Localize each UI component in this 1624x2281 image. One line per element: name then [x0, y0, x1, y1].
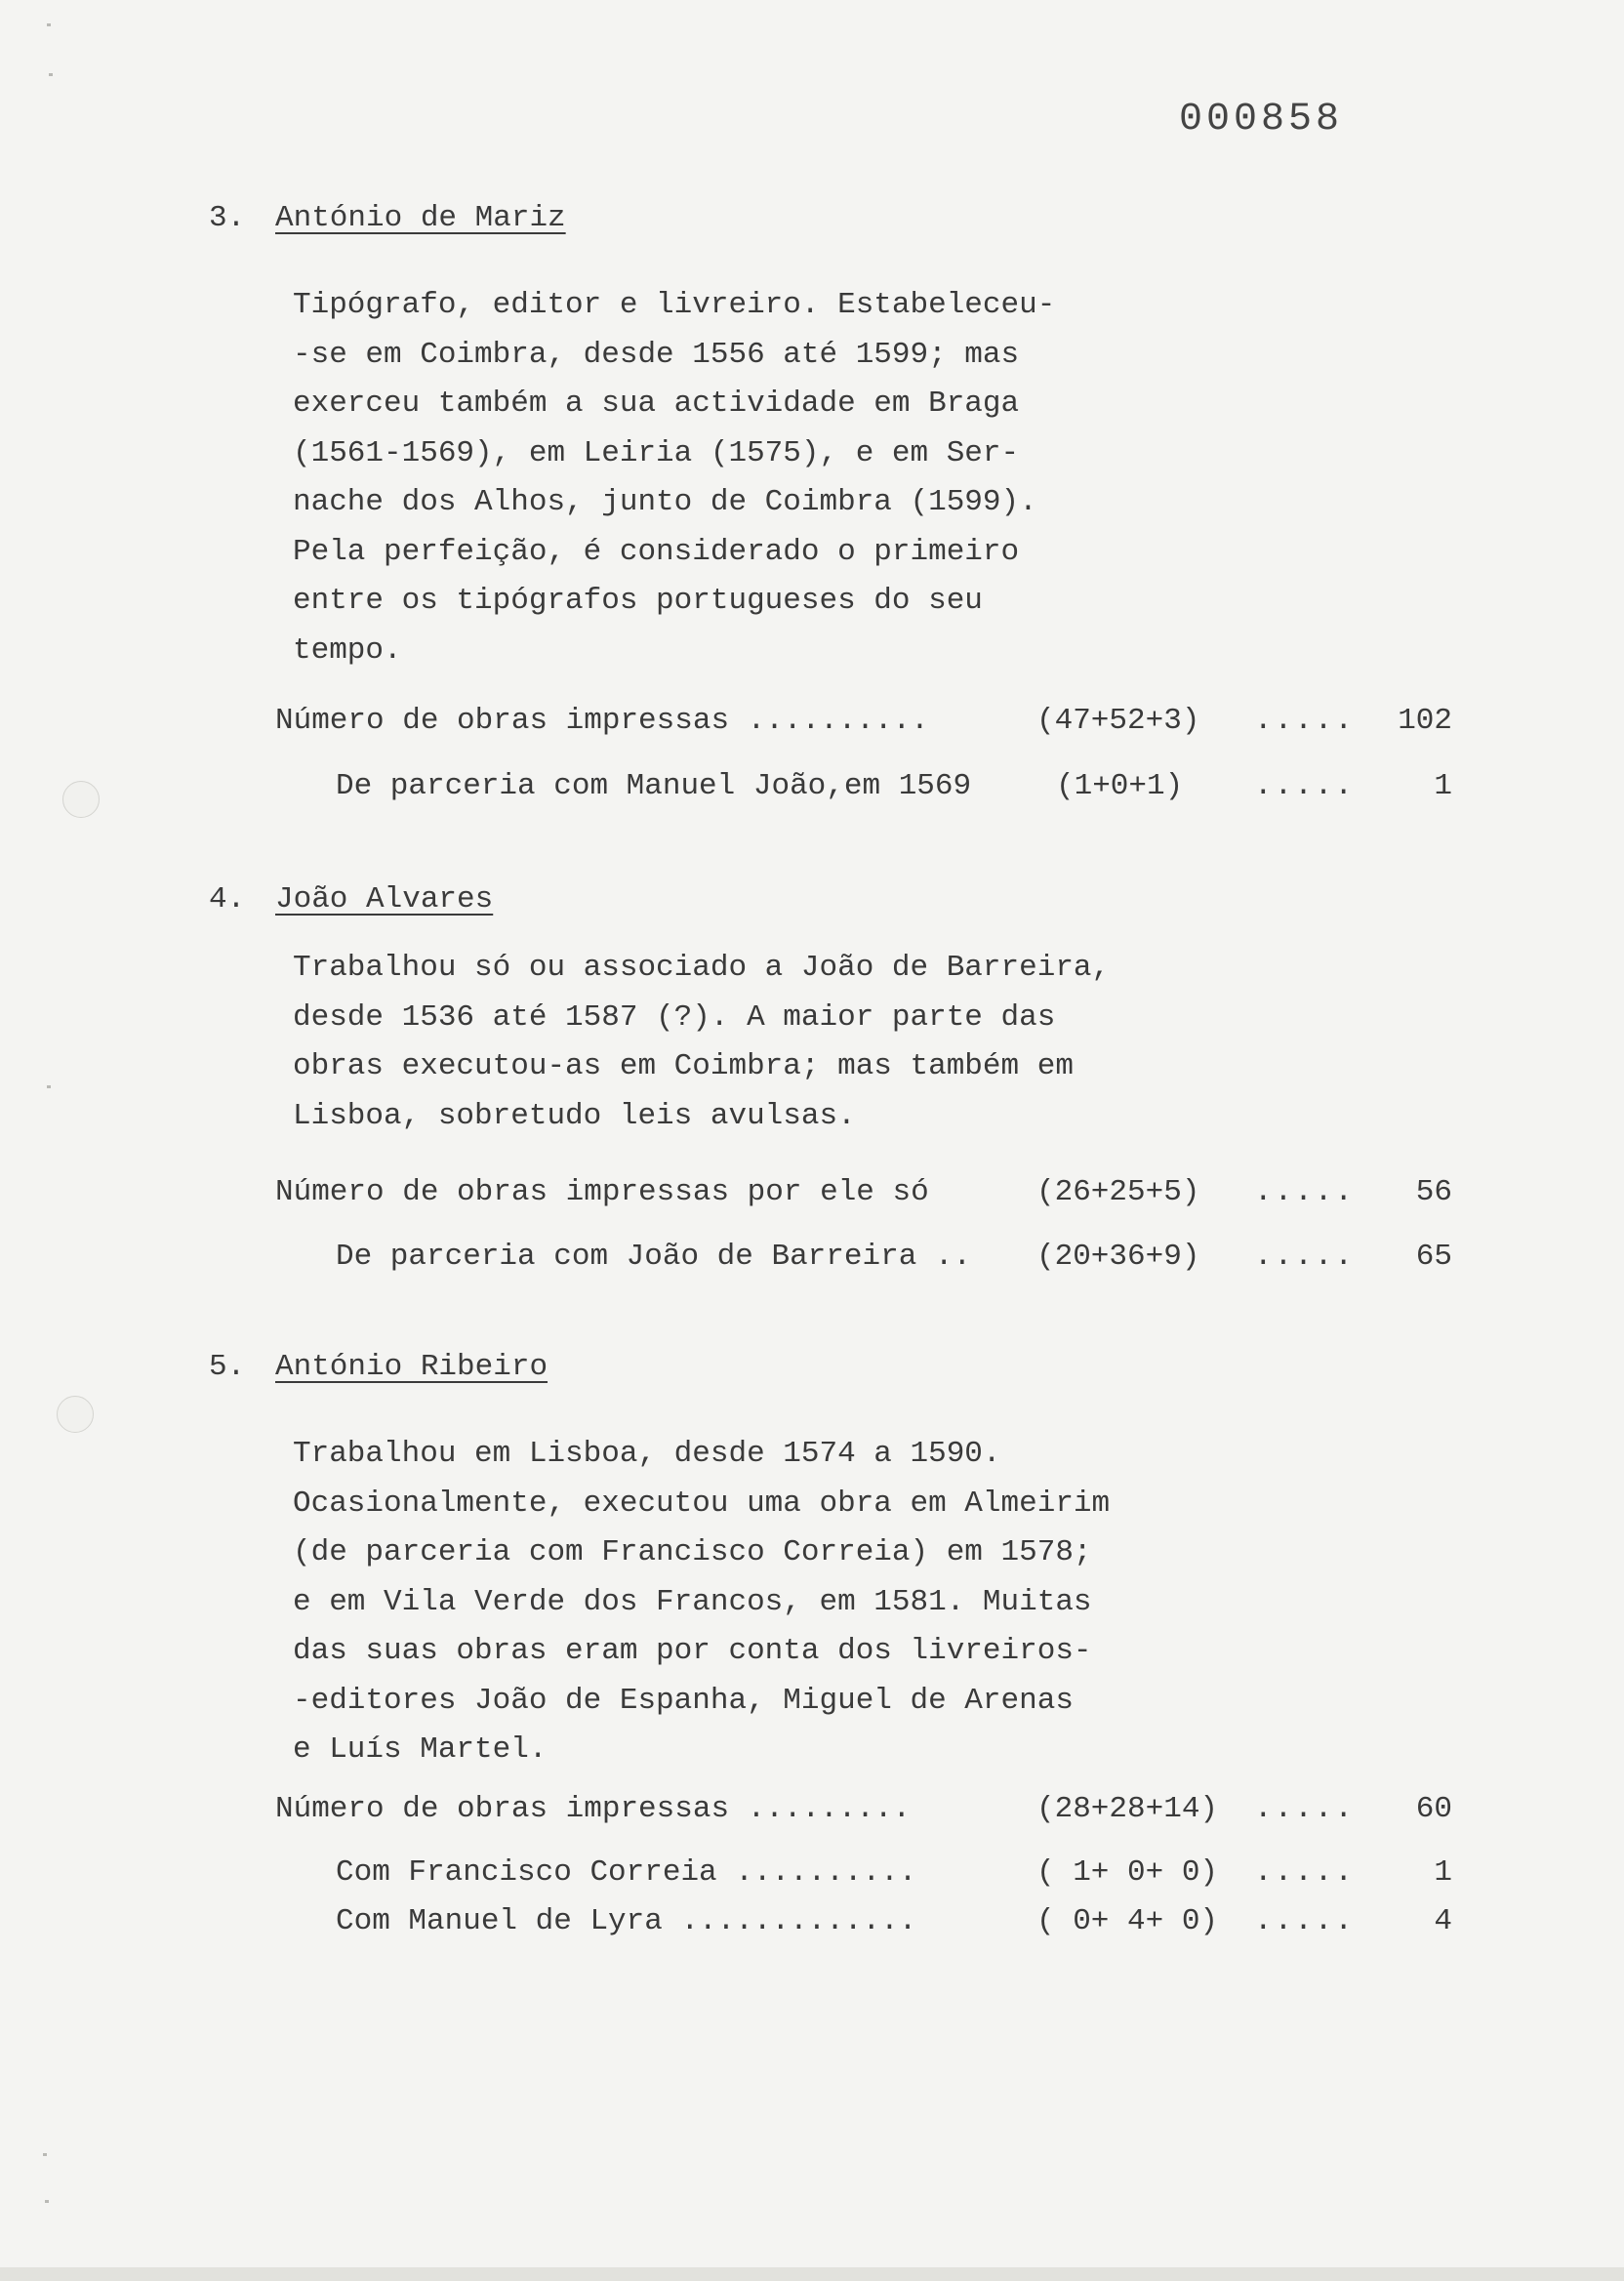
stat-calc: ( 1+ 0+ 0): [1036, 1855, 1219, 1890]
stat-dots: .....: [1254, 1792, 1356, 1826]
stat-calc: (28+28+14): [1036, 1792, 1219, 1826]
stat-calc: (20+36+9): [1036, 1240, 1200, 1274]
stat-dots: .....: [1254, 769, 1356, 803]
stat-label: De parceria com Manuel João,em 1569: [336, 769, 972, 803]
stat-label: Com Manuel de Lyra .............: [336, 1904, 917, 1938]
entry-heading: [209, 882, 493, 916]
entry-number: 5.: [209, 1350, 246, 1384]
stat-row: [0, 704, 1624, 753]
stat-dots: .....: [1254, 1175, 1356, 1209]
stat-label: Número de obras impressas .........: [275, 1792, 912, 1826]
stat-total: 1: [1434, 1855, 1452, 1890]
scan-speck: [47, 23, 51, 26]
entry-heading: [209, 1350, 548, 1384]
stat-total: 60: [1415, 1792, 1452, 1826]
punch-hole-mark: [57, 1396, 94, 1433]
stat-label: De parceria com João de Barreira ..: [336, 1240, 972, 1274]
entry-name: António de Mariz: [275, 201, 566, 235]
scan-speck: [45, 2200, 49, 2203]
stat-total: 4: [1434, 1904, 1452, 1938]
stat-calc: ( 0+ 4+ 0): [1036, 1904, 1219, 1938]
stat-row: [0, 1792, 1624, 1841]
stat-total: 65: [1415, 1240, 1452, 1274]
stat-total: 102: [1398, 704, 1452, 738]
stat-dots: .....: [1254, 1904, 1356, 1938]
punch-hole-mark: [62, 781, 100, 818]
entry-description: Trabalhou em Lisboa, desde 1574 a 1590. Ocasionalmente, executou uma obra em Almeirim (de parceria com Francisco Correia) em 1578; e em Vila Verde dos Francos, em 1581. Muitas das suas obras eram por conta dos livreiros- -editores João de Espanha, Miguel de Arenas e Luís Martel.: [293, 1437, 1111, 1767]
stat-total: 56: [1415, 1175, 1452, 1209]
stat-dots: .....: [1254, 1240, 1356, 1274]
entry-description: Trabalhou só ou associado a João de Barreira, desde 1536 até 1587 (?). A maior parte das obras executou-as em Coimbra; mas também em Lisboa, sobretudo leis avulsas.: [293, 951, 1111, 1133]
stat-row: [0, 1240, 1624, 1288]
stat-dots: .....: [1254, 704, 1356, 738]
entry-description: Tipógrafo, editor e livreiro. Estabeleceu- -se em Coimbra, desde 1556 até 1599; mas exerceu também a sua actividade em Braga (1561-1569), em Leiria (1575), e em Ser- nache dos Alhos, junto de Coimbra (1599). Pela perfeição, é considerado o primeiro entre os tipógrafos portugueses do seu tempo.: [293, 288, 1056, 668]
stat-label: Com Francisco Correia ..........: [336, 1855, 917, 1890]
stat-row: [0, 769, 1624, 818]
scan-speck: [47, 1085, 51, 1088]
stat-calc: (26+25+5): [1036, 1175, 1200, 1209]
stat-label: Número de obras impressas ..........: [275, 704, 929, 738]
stat-dots: .....: [1254, 1855, 1356, 1890]
entry-name: João Alvares: [275, 882, 494, 916]
entry-heading: [209, 201, 566, 235]
scan-speck: [43, 2153, 47, 2156]
stat-row: [0, 1855, 1624, 1904]
stat-row: [0, 1904, 1624, 1953]
page-bottom-edge: [0, 2267, 1624, 2281]
entry-number: 3.: [209, 201, 246, 235]
stat-calc: (47+52+3): [1036, 704, 1200, 738]
entry-number: 4.: [209, 882, 246, 916]
scan-speck: [49, 73, 53, 76]
entry-name: António Ribeiro: [275, 1350, 548, 1384]
stat-label: Número de obras impressas por ele só: [275, 1175, 929, 1209]
stat-row: [0, 1175, 1624, 1224]
stat-calc: (1+0+1): [1056, 769, 1184, 803]
page-number: 000858: [1179, 98, 1344, 142]
stat-total: 1: [1434, 769, 1452, 803]
